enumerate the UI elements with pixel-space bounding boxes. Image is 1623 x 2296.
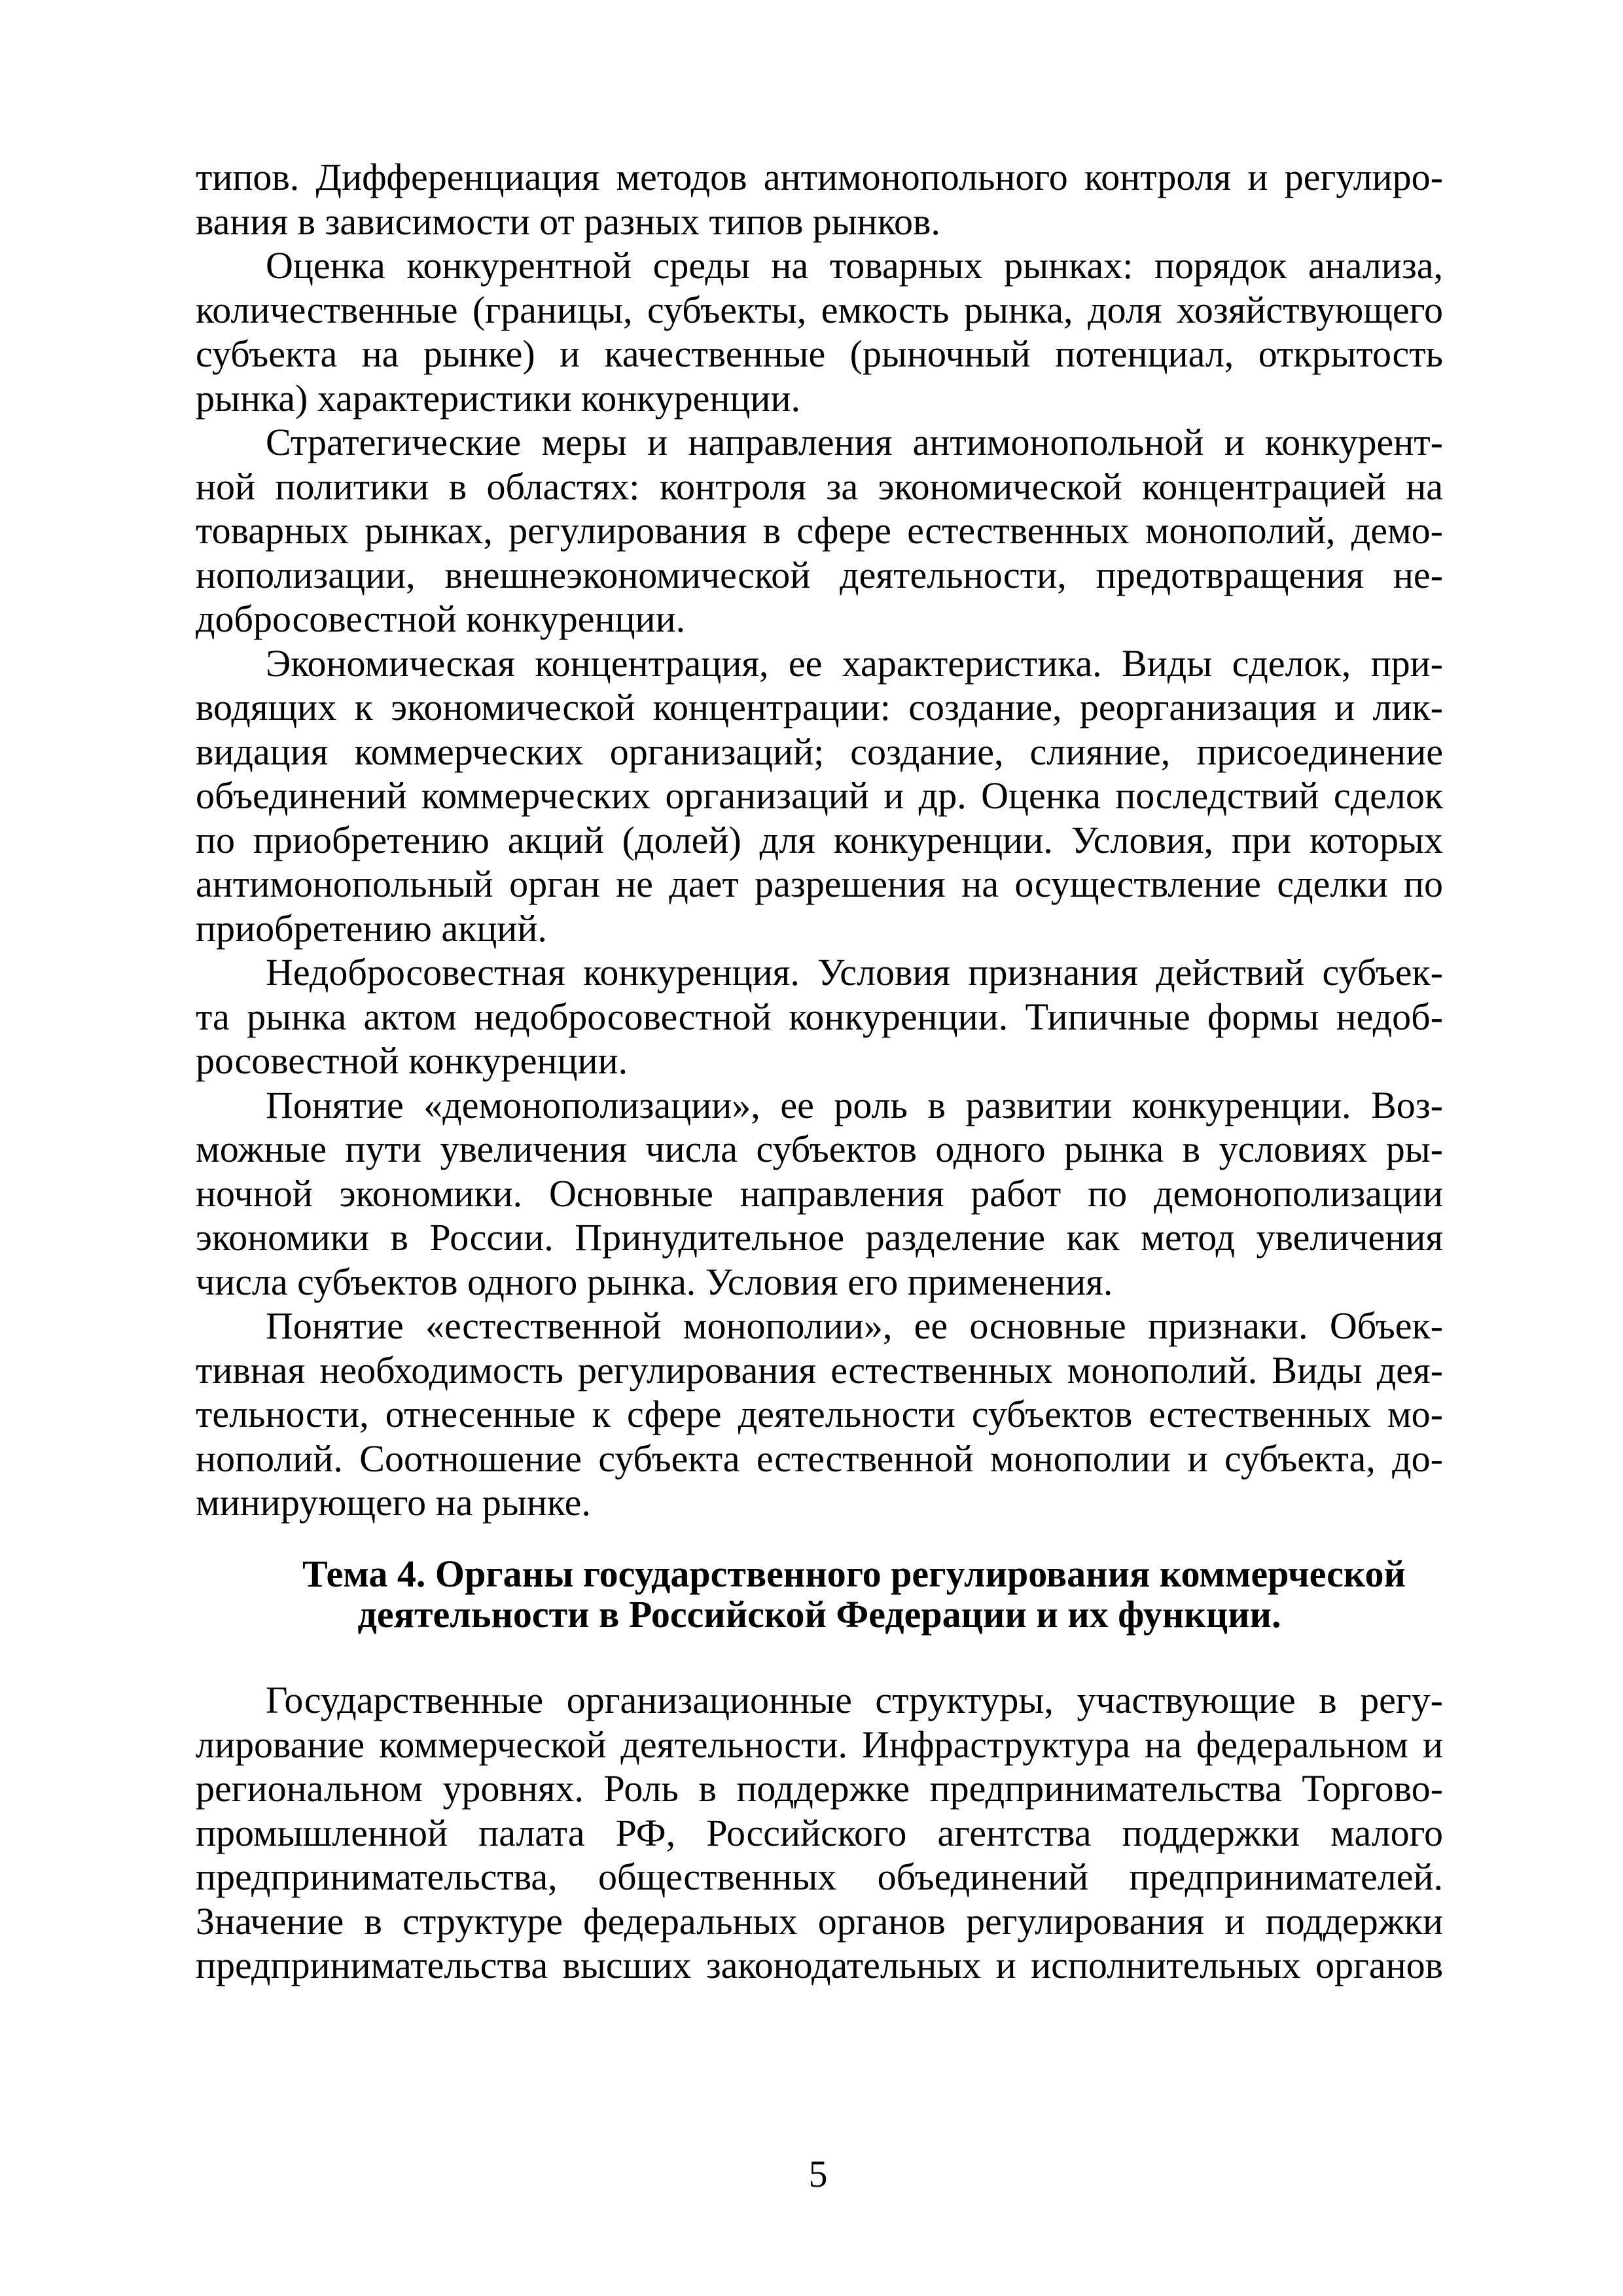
text-line: Экономическая концентрация, ее характеристика. Виды сделок, при- [266, 641, 1443, 685]
text-line: видация коммерческих организаций; создание, слияние, присоединение [196, 730, 1443, 773]
section-heading [196, 1554, 1443, 1635]
paragraph [196, 1304, 1443, 1525]
text-line: росовестной конкуренции. [196, 1039, 628, 1082]
paragraph [196, 155, 1443, 243]
paragraph [196, 1083, 1443, 1304]
text-line: Понятие «демонополизации», ее роль в развитии конкуренции. Воз- [266, 1083, 1443, 1126]
text-line: ной политики в областях: контроля за экономической концентрацией на [196, 465, 1443, 508]
text-line: числа субъектов одного рынка. Условия его применения. [196, 1260, 1113, 1303]
text-line: лирование коммерческой деятельности. Инфраструктура на федеральном и [196, 1723, 1443, 1766]
text-line: тивная необходимость регулирования естественных монополий. Виды дея- [196, 1348, 1443, 1391]
paragraph [196, 641, 1443, 951]
text-line: Государственные организационные структуры, участвующие в регу- [266, 1679, 1443, 1721]
text-line: Недобросовестная конкуренция. Условия признания действий субъек- [266, 951, 1443, 994]
text-line: Оценка конкурентной среды на товарных рынках: порядок анализа, [266, 244, 1443, 287]
text-line: промышленной палата РФ, Российского агентства поддержки малого [196, 1811, 1443, 1854]
text-line: минирующего на рынке. [196, 1481, 591, 1524]
text-line: добросовестной конкуренции. [196, 598, 686, 640]
text-line: водящих к экономической концентрации: создание, реорганизация и лик- [196, 686, 1443, 728]
heading-line: Тема 4. Органы государственного регулирования коммерческой [302, 1552, 1406, 1595]
text-line: экономики в России. Принудительное разделение как метод увеличения [196, 1216, 1443, 1259]
text-line: рынка) характеристики конкуренции. [196, 376, 801, 420]
text-line: тельности, отнесенные к сфере деятельности субъектов естественных мо- [196, 1393, 1443, 1435]
text-line: Стратегические меры и направления антимонопольной и конкурент- [266, 421, 1443, 463]
text-line: типов. Дифференциация методов антимонопольного контроля и регулиро- [196, 156, 1443, 198]
text-line: количественные (границы, субъекты, емкость рынка, доля хозяйствующего [196, 288, 1443, 331]
text-line: можные пути увеличения числа субъектов одного рынка в условиях ры- [196, 1128, 1443, 1170]
text-line: вания в зависимости от разных типов рынков. [196, 200, 940, 243]
text-line: антимонопольный орган не дает разрешения на осуществление сделки по [196, 863, 1443, 905]
page-number: 5 [808, 2153, 828, 2195]
body-text-section-1 [196, 155, 1443, 1525]
text-line: ночной экономики. Основные направления работ по демонополизации [196, 1172, 1443, 1215]
text-line: Значение в структуре федеральных органов регулирования и поддержки [196, 1899, 1443, 1943]
text-line: предпринимательства высших законодательных и исполнительных органов [196, 1944, 1443, 1986]
paragraph [196, 1678, 1443, 1988]
paragraph [196, 950, 1443, 1083]
text-line: Понятие «естественной монополии», ее основные признаки. Объек- [266, 1304, 1443, 1347]
body-text-section-2 [196, 1678, 1443, 1988]
text-line: товарных рынках, регулирования в сфере естественных монополий, демо- [196, 509, 1443, 552]
text-line: объединений коммерческих организаций и др. Оценка последствий сделок [196, 774, 1443, 817]
heading-line: деятельности в Российской Федерации и их функции. [357, 1593, 1281, 1636]
text-line: нополизации, внешнеэкономической деятельности, предотвращения не- [196, 553, 1443, 596]
text-line: та рынка актом недобросовестной конкуренции. Типичные формы недоб- [196, 995, 1443, 1038]
text-line: нополий. Соотношение субъекта естественной монополии и субъекта, до- [196, 1437, 1443, 1480]
paragraph [196, 243, 1443, 420]
text-line: предпринимательства, общественных объединений предпринимателей. [196, 1856, 1443, 1898]
text-line: субъекта на рынке) и качественные (рыночный потенциал, открытость [196, 332, 1443, 375]
text-line: по приобретению акций (долей) для конкуренции. Условия, при которых [196, 818, 1443, 861]
text-line: приобретению акций. [196, 906, 547, 950]
text-line: региональном уровнях. Роль в поддержке предпринимательства Торгово- [196, 1767, 1443, 1810]
paragraph [196, 420, 1443, 641]
